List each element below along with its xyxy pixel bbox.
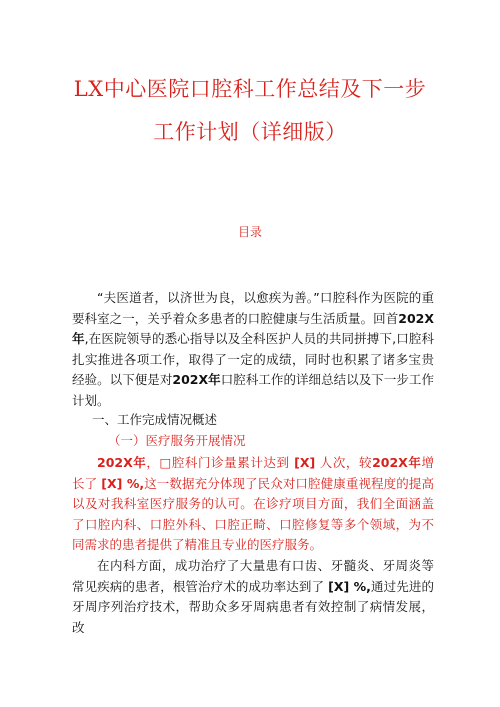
para2-year: 202X年 <box>97 455 147 470</box>
para2-text-2: 人次，较 <box>319 455 373 470</box>
intro-year-2: 202X年 <box>172 372 221 387</box>
intro-text-1: “夫医道者，以济世为良，以愈疾为善。”口腔科作为医院的重要科室之一，关乎着众多患者的口腔健康与生活质量。回首 <box>72 290 434 326</box>
intro-text-3: 口腔科工作的详细总结以及下一步工作计划。 <box>72 372 434 408</box>
para3-text-2: 通过先进的牙周序列治疗技术，帮助众多牙周病患者有效控制了病情发展，改 <box>72 578 434 635</box>
section-heading-1: 一、工作完成情况概述 <box>92 412 218 427</box>
para3-placeholder: [X] %, <box>328 578 371 594</box>
para2-placeholder-1: [X] <box>294 455 316 470</box>
para2-text-4: 这一数据充分体现了民众对口腔健康重视程度的提高以及对我科室医疗服务的认可。在诊疗项目方面，我们全面涵盖了口腔内科、口腔外科、口腔正畸、口腔修复等多个领域，为不同需求的患者提供了精准且专业的医疗服务。 <box>72 475 434 552</box>
para2-year-2: 202X年 <box>372 455 422 470</box>
para3-text-1: 在内科方面，成功治疗了大量患有口齿、牙髓炎、牙周炎等常见疾病的患者，根管治疗术的成功率达到了 <box>72 558 434 594</box>
medical-service-paragraph <box>72 453 434 556</box>
intro-year-1: 202X年 <box>72 310 434 346</box>
document-title-line-2: 工作计划（详细版） <box>153 120 347 144</box>
intro-text-2: ,在医院领导的悉心指导以及全科医护人员的共同拼搏下,口腔科扎实推进各项工作，取得了一定的成绩，同时也积累了诸多宝贵经验。以下便是对 <box>72 331 434 387</box>
intro-paragraph <box>72 288 434 411</box>
internal-medicine-paragraph <box>72 556 434 638</box>
table-of-contents-label: 目录 <box>237 225 262 239</box>
document-title-line-1: LX中心医院口腔科工作总结及下一步 <box>73 77 427 101</box>
para2-text-1: ，□腔科门诊量累计达到 <box>146 455 290 470</box>
para2-placeholder-2: [X] %, <box>101 475 145 491</box>
para2-text-3: 增长了 <box>72 455 434 491</box>
subsection-heading-1: （一）医疗服务开展情况 <box>108 433 246 448</box>
